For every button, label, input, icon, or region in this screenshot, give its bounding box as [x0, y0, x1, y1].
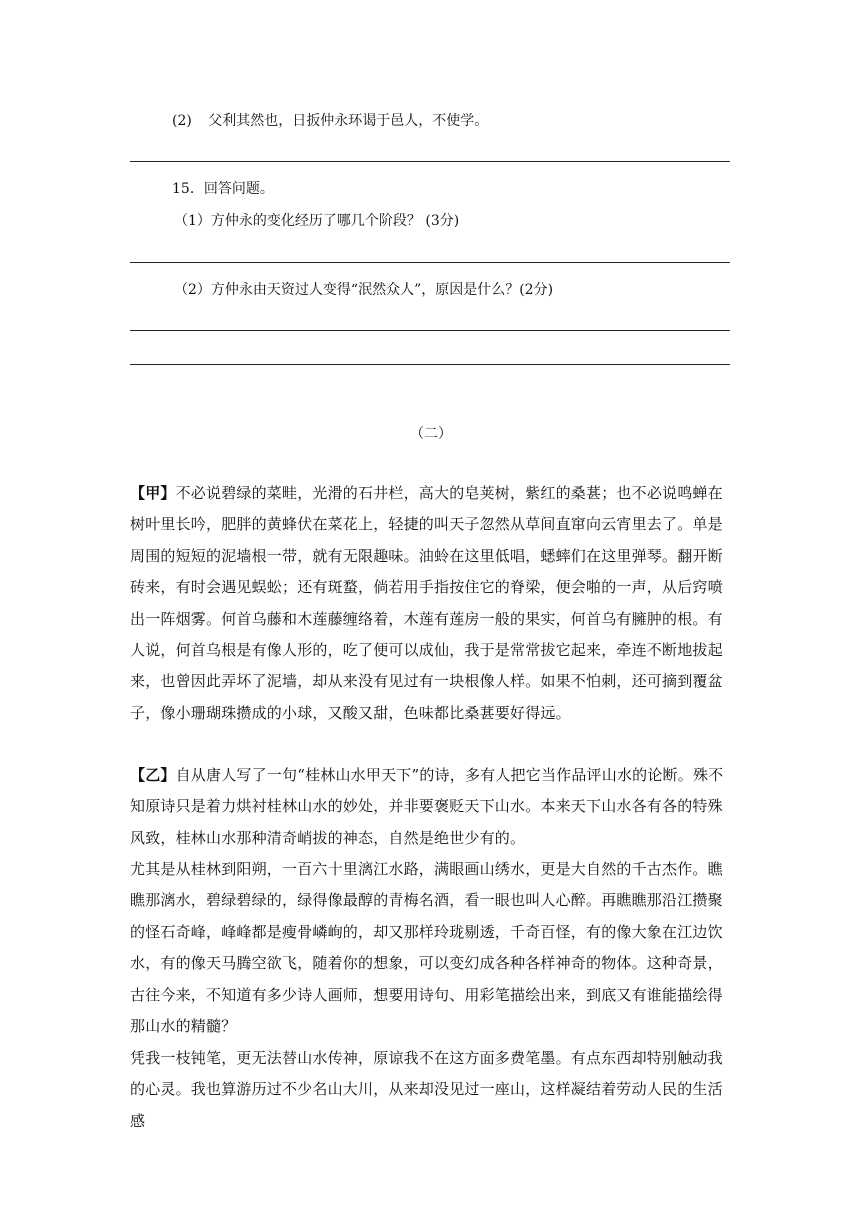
- answer-line-q15-2b: [130, 364, 730, 365]
- passage-yi: [130, 760, 730, 854]
- passage-yi-p4: [130, 1043, 730, 1137]
- passage-yi-paragraph: [130, 760, 730, 854]
- q15-sub2: （2）方仲永由天资过人变得“泯然众人”，原因是什么？(2分): [174, 282, 554, 298]
- passage-yi-p4-text: 凭我一枝钝笔，更无法替山水传神，原谅我不在这方面多费笔墨。有点东西却特别触动我的心灵。我也算游历过不少名山大川，从来却没见过一座山，这样凝结着劳动人民的生活感: [130, 1049, 723, 1130]
- answer-line-q15-1: [130, 262, 730, 263]
- section-heading: （二）: [410, 426, 452, 442]
- q14-sub2-text: 父利其然也，日扳仲永环谒于邑人，不使学。: [208, 113, 489, 129]
- passage-jia: [130, 478, 730, 729]
- passage-jia-tag: 【甲】: [130, 484, 176, 502]
- q15-sub1: （1）方仲永的变化经历了哪几个阶段？ (3分): [174, 213, 460, 229]
- passage-yi-p3-text: 尤其是从桂林到阳朔，一百六十里漓江水路，满眼画山绣水，更是大自然的千古杰作。瞧瞧那漓水，碧绿碧绿的，绿得像最醇的青梅名酒，看一眼也叫人心醉。再瞧瞧那沿江攒聚的怪石奇峰，峰峰都是瘦骨嶙峋的，却又那样玲珑剔透，千奇百怪，有的像大象在江边饮水，有的像天马腾空欲飞，随着你的想象，可以变幻成各种各样神奇的物体。这种奇景，古往今来，不知道有多少诗人画师，想要用诗句、用彩笔描绘出来，到底又有谁能描绘得那山水的精髓？: [130, 860, 723, 1036]
- passage-yi-text: 自从唐人写了一句“桂林山水甲天下”的诗，多有人把它当作品评山水的论断。殊不知原诗只是着力烘衬桂林山水的妙处，并非要褒贬天下山水。本来天下山水各有各的特殊风致，桂林山水那种清奇峭拔的神态，自然是绝世少有的。: [130, 766, 724, 847]
- q15-title: 15．回答问题。: [172, 181, 274, 197]
- passage-jia-paragraph: [130, 478, 730, 729]
- passage-yi-tag: 【乙】: [130, 766, 176, 784]
- answer-line-q15-2a: [130, 330, 730, 331]
- passage-yi-p3: [130, 854, 730, 1042]
- q14-sub2: [172, 112, 488, 130]
- answer-line-q14-2: [130, 161, 730, 162]
- passage-jia-text: 不必说碧绿的菜畦，光滑的石井栏，高大的皂荚树，紫红的桑葚；也不必说鸣蝉在树叶里长吟，肥胖的黄蜂伏在菜花上，轻捷的叫天子忽然从草间直窜向云宵里去了。单是周围的短短的泥墙根一带，就有无限趣味。油蛉在这里低唱，蟋蟀们在这里弹琴。翻开断砖来，有时会遇见蜈蚣；还有斑蝥，倘若用手指按住它的脊梁，便会啪的一声，从后窍喷出一阵烟雾。何首乌藤和木莲藤缠络着，木莲有莲房一般的果实，何首乌有臃肿的根。有人说，何首乌根是有像人形的，吃了便可以成仙，我于是常常拔它起来，牵连不断地拔起来，也曾因此弄坏了泥墙，却从来没有见过有一块根像人样。如果不怕刺，还可摘到覆盆子，像小珊瑚珠攒成的小球，又酸又甜，色味都比桑葚要好得远。: [130, 484, 723, 722]
- q14-sub2-number: (2): [172, 113, 192, 129]
